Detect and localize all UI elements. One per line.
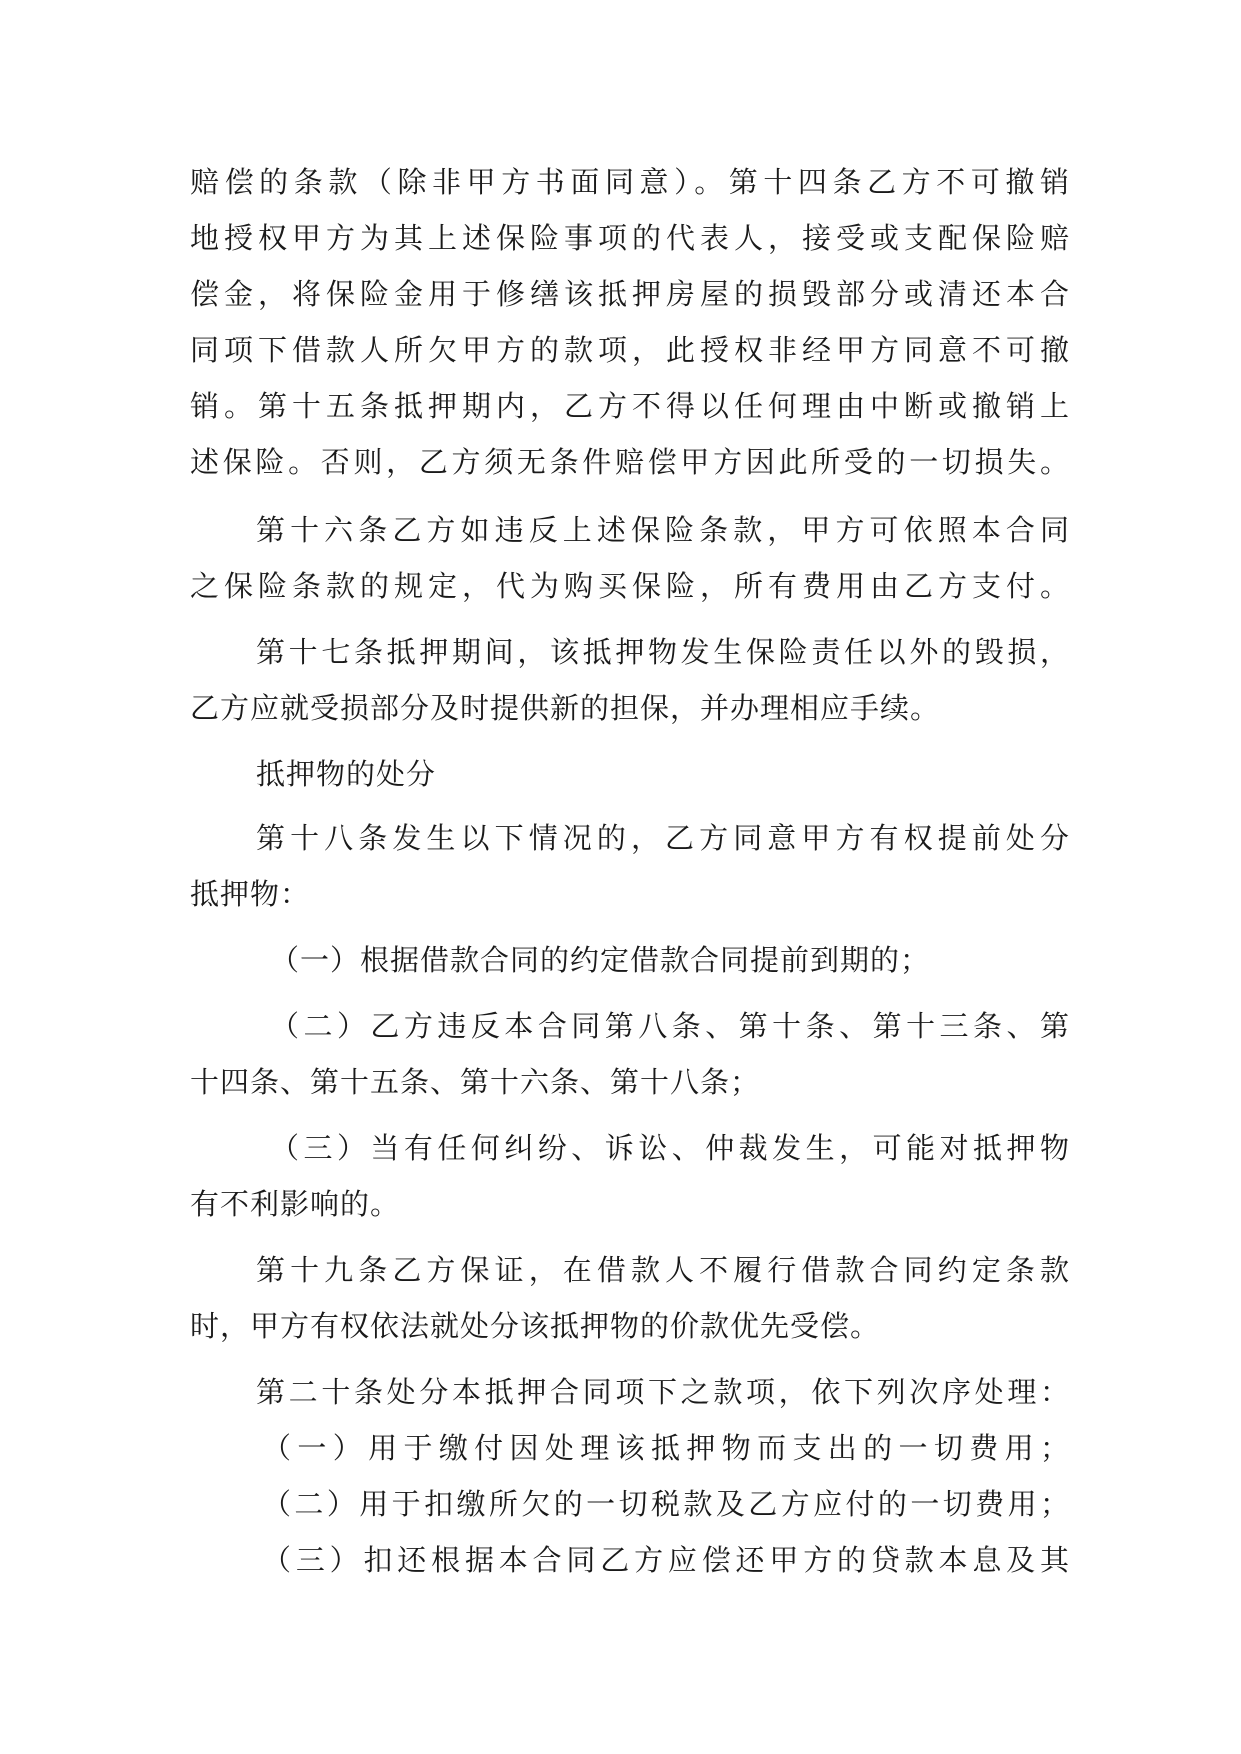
text-line: 地授权甲方为其上述保险事项的代表人，接受或支配保险赔 [190,221,1070,255]
text-line: 偿金，将保险金用于修缮该抵押房屋的损毁部分或清还本合 [190,277,1070,311]
list-item: （一）根据借款合同的约定借款合同提前到期的； [270,943,931,977]
text-line: 销。第十五条抵押期内，乙方不得以任何理由中断或撤销上 [190,389,1070,423]
text-line: 第十八条发生以下情况的，乙方同意甲方有权提前处分 [256,821,1070,855]
text-line: 第十九条乙方保证，在借款人不履行借款合同约定条款 [256,1253,1070,1287]
text-line: 之保险条款的规定，代为购买保险，所有费用由乙方支付。 [190,569,1070,603]
list-item: （三）当有任何纠纷、诉讼、仲裁发生，可能对抵押物 [270,1131,1070,1165]
section-heading: 抵押物的处分 [256,757,437,791]
text-line: 第十七条抵押期间，该抵押物发生保险责任以外的毁损， [256,635,1070,669]
text-line: 时，甲方有权依法就处分该抵押物的价款优先受偿。 [190,1309,881,1343]
text-line: 赔偿的条款（除非甲方书面同意）。第十四条乙方不可撤销 [190,165,1070,199]
text-line: 有不利影响的。 [190,1187,401,1221]
text-line: 第十六条乙方如违反上述保险条款，甲方可依照本合同 [256,513,1070,547]
list-item: （三）扣还根据本合同乙方应偿还甲方的贷款本息及其 [262,1543,1070,1577]
text-line: 述保险。否则，乙方须无条件赔偿甲方因此所受的一切损失。 [190,445,1070,479]
text-line: 乙方应就受损部分及时提供新的担保，并办理相应手续。 [190,691,941,725]
list-item: （二）用于扣缴所欠的一切税款及乙方应付的一切费用； [262,1487,1070,1521]
text-line: 十四条、第十五条、第十六条、第十八条； [190,1065,761,1099]
text-line: 第二十条处分本抵押合同项下之款项，依下列次序处理： [256,1375,1070,1409]
list-item: （一）用于缴付因处理该抵押物而支出的一切费用； [262,1431,1070,1465]
list-item: （二）乙方违反本合同第八条、第十条、第十三条、第 [270,1009,1070,1043]
text-line: 抵押物： [190,877,311,911]
text-line: 同项下借款人所欠甲方的款项，此授权非经甲方同意不可撤 [190,333,1070,367]
